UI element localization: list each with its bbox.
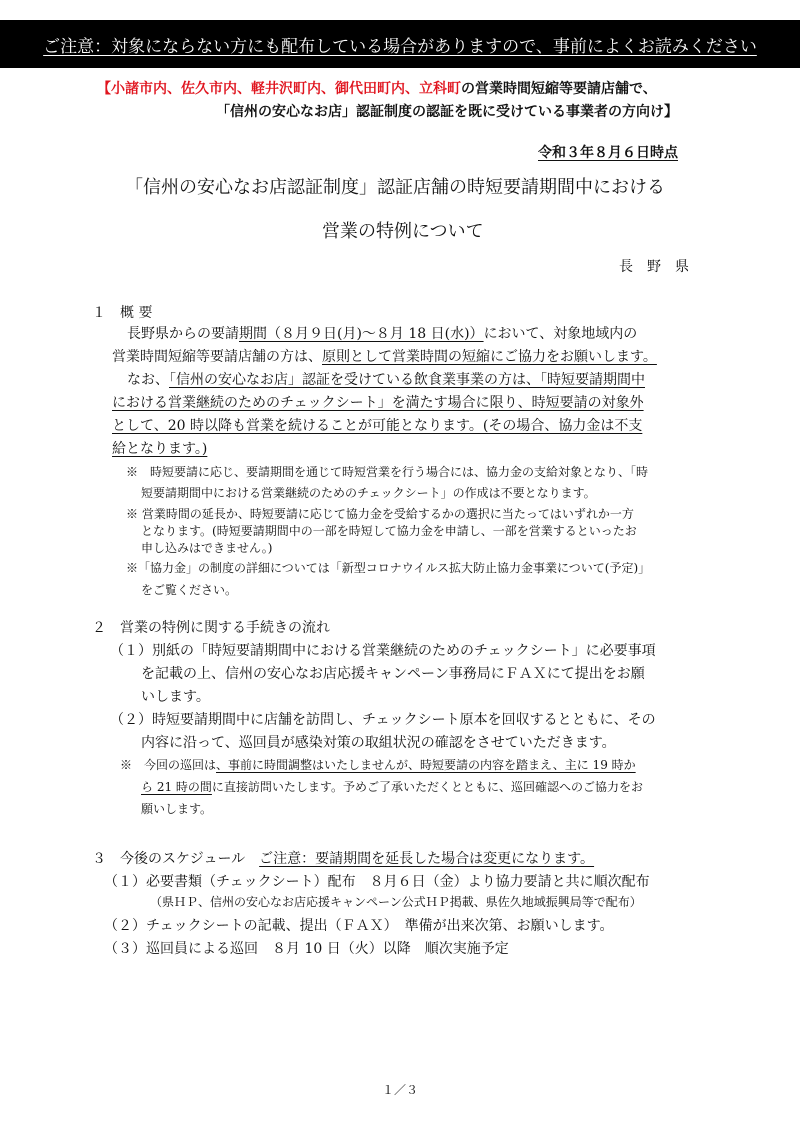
section2-note-line2: ら 21 時の間に直接訪問いたします。予めご了承いただくとともに、巡回確認へのご協力をお <box>141 780 643 794</box>
section1-note3-line2: をご覧ください。 <box>141 583 238 597</box>
section1-p2-line1: なお、「信州の安心なお店」認証を受けている飲食業事業の方は、「時短要請期間中 <box>127 372 645 388</box>
page-title-line2: 営業の特例について <box>322 221 484 242</box>
section3-heading: ３ 今後のスケジュール ご注意：要請期間を延長した場合は変更になります。 <box>92 851 595 867</box>
schedule-item1-line1: （１）必要書類（チェックシート）配布 ８月６日（金）より協力要請と共に順次配布 <box>104 874 650 890</box>
section2-item2-line2: 内容に沿って、巡回員が感染対策の取組状況の確認をさせていただきます。 <box>141 735 616 751</box>
section1-heading: １ 概 要 <box>92 305 153 321</box>
section1-note1-line2: 短要請期間中における営業継続のためのチェックシート」の作成は不要となります。 <box>141 486 596 500</box>
section2-item2-line1: （２）時短要請期間中に店舗を訪問し、チェックシート原本を回収するとともに、その <box>110 712 656 728</box>
schedule-item1-line2: （県ＨＰ、信州の安心なお店応援キャンペーン公式ＨＰ掲載、県佐久地域振興局等で配布） <box>150 895 642 909</box>
as-of-date: 令和３年８月６日時点 <box>538 145 678 161</box>
section1-note2-line1: ※ 営業時間の延長か、時短要請に応じて協力金を受給するかの選択に当たってはいずれか一方 <box>126 507 634 521</box>
target-notice-line2: 「信州の安心なお店」認証制度の認証を既に受けている事業者の方向け】 <box>216 104 678 120</box>
notice-banner-text: ご注意：対象にならない方にも配布している場合がありますので、事前によくお読みください <box>43 36 757 57</box>
section2-item1-line2: を記載の上、信州の安心なお店応援キャンペーン事務局にＦＡＸにて提出をお願 <box>141 666 645 682</box>
page-title-line1: 「信州の安心なお店認証制度」認証店舗の時短要請期間中における <box>125 177 665 198</box>
section1-note1-line1: ※ 時短要請に応じ、要請期間を通じて時短営業を行う場合には、協力金の支給対象となり、「時 <box>126 465 649 479</box>
section2-note-line3: 願いします。 <box>141 802 213 816</box>
section1-p2-line2: における営業継続のためのチェックシート」を満たす場合に限り、時短要請の対象外 <box>112 395 644 411</box>
section1-p2-line3: として、20 時以降も営業を続けることが可能となります。(その場合、協力金は不支 <box>112 418 643 434</box>
section1-note2-line3: 申し込みはできません。) <box>141 541 273 555</box>
schedule-item3: （３）巡回員による巡回 ８月 10 日（火）以降 順次実施予定 <box>104 941 509 957</box>
section1-note3-line1: ※「協力金」の制度の詳細については「新型コロナウイルス拡大防止協力金事業について(予定)」 <box>126 561 651 575</box>
target-notice-line1: 【小諸市内、佐久市内、軽井沢町内、御代田町内、立科町の営業時間短縮等要請店舗で、 <box>97 81 657 97</box>
section2-note-line1: ※ 今回の巡回は、事前に時間調整はいたしませんが、時短要請の内容を踏まえ、主に 19 時か <box>120 758 636 772</box>
schedule-item2: （２）チェックシートの記載、提出（ＦＡＸ） 準備が出来次第、お願いします。 <box>104 918 614 934</box>
section1-p1-line1: 長野県からの要請期間（８月９日(月)～８月 18 日(水)）において、対象地域内の <box>127 326 638 342</box>
section1-note2-line2: となります。(時短要請期間中の一部を時短して協力金を申請し、一部を営業するといったお <box>141 524 637 538</box>
page-number: １／３ <box>381 1083 418 1097</box>
section1-p1-line2: 営業時間短縮等要請店舗の方は、原則として営業時間の短縮にご協力をお願いします。 <box>112 349 657 365</box>
section2-item1-line1: （１）別紙の「時短要請期間中における営業継続のためのチェックシート」に必要事項 <box>110 643 656 659</box>
section2-item1-line3: いします。 <box>141 689 210 705</box>
target-municipalities: 小諸市内、佐久市内、軽井沢町内、御代田町内、立科町 <box>111 81 461 97</box>
section3-caution: ご注意：要請期間を延長した場合は変更になります。 <box>259 851 595 867</box>
section2-heading: ２ 営業の特例に関する手続きの流れ <box>92 620 330 636</box>
notice-banner <box>0 20 800 68</box>
issuer: 長 野 県 <box>619 259 689 275</box>
section1-p2-line4: 給となります。) <box>112 441 208 457</box>
